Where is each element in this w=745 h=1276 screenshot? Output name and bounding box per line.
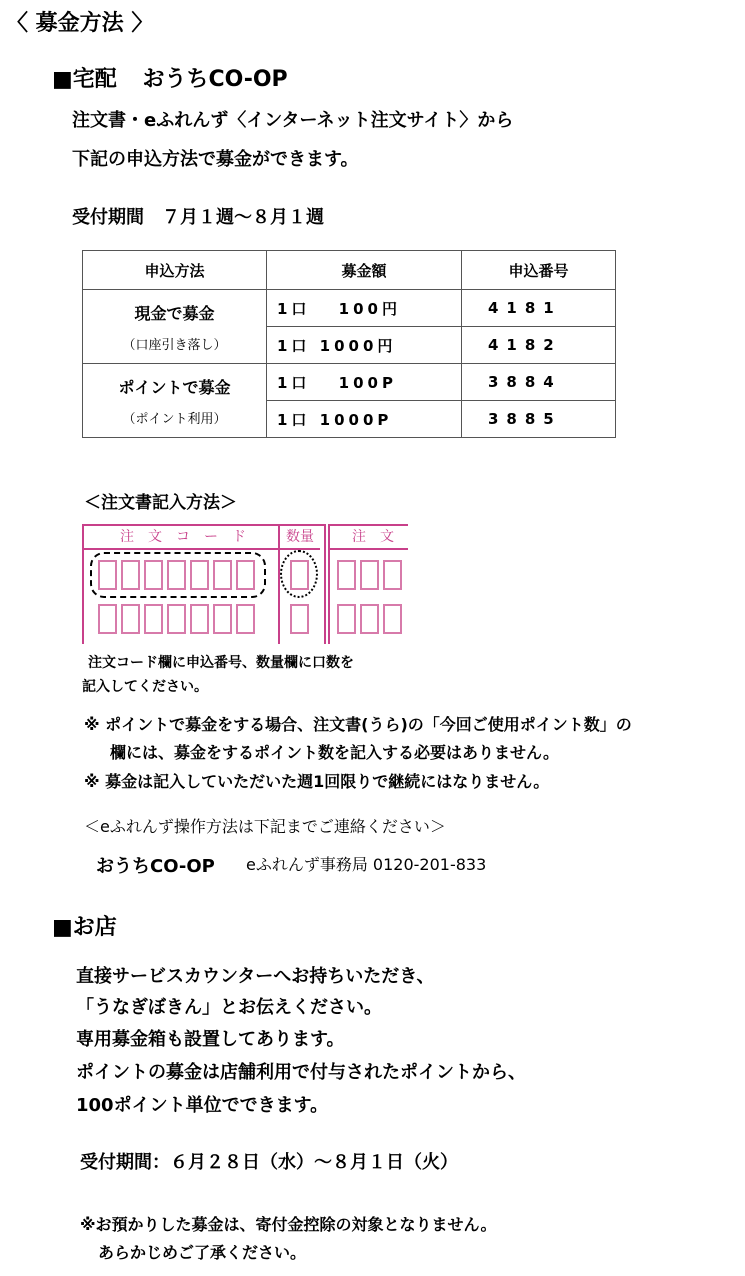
store-line3: 専用募金箱も設置してあります。 — [76, 1029, 345, 1050]
entry-box — [213, 604, 232, 634]
table-row — [83, 290, 616, 327]
form-caption: ＜注文書記入方法＞ — [84, 493, 237, 513]
store-heading: ■お店 — [52, 915, 117, 940]
store-period: 受付期間：６月２８日（水）～８月１日（火） — [80, 1152, 458, 1173]
entry-box — [121, 604, 140, 634]
store-note-line1: ※お預かりした募金は、寄付金控除の対象となりません。 — [80, 1215, 497, 1234]
method-cell — [83, 364, 267, 438]
page-title: 〈 募金方法 〉 — [6, 11, 154, 36]
entry-box — [290, 604, 309, 634]
amount-cell: 1口 100円 — [267, 290, 462, 327]
method-cell — [83, 290, 267, 364]
store-line2: 「うなぎぼきん」とお伝えください。 — [76, 997, 382, 1018]
next-header: 注文 — [330, 526, 408, 550]
contact-brand: おうちCO-OP — [96, 856, 215, 877]
table-header: 申込番号 — [462, 251, 616, 290]
takuhai-heading — [52, 62, 288, 93]
entry-box — [383, 604, 402, 634]
takuhai-heading-prefix: ■宅配 — [52, 67, 117, 92]
amount-cell: 1口 1000円 — [267, 327, 462, 364]
entry-box — [144, 604, 163, 634]
donation-table — [82, 250, 616, 438]
entry-box — [360, 560, 379, 590]
method-sub: （口座引き落し） — [122, 337, 227, 353]
entry-box — [383, 560, 402, 590]
entry-box — [337, 560, 356, 590]
code-cell: 4182 — [462, 327, 616, 364]
code-cell: 4181 — [462, 290, 616, 327]
takuhai-desc-line1: 注文書・eふれんず〈インターネット注文サイト〉から — [72, 110, 514, 131]
entry-box — [360, 604, 379, 634]
table-header: 申込方法 — [83, 251, 267, 290]
entry-box — [167, 604, 186, 634]
code-cell: 3885 — [462, 401, 616, 438]
method-label: 現金で募金 — [134, 303, 215, 323]
amount-cell: 1口 1000P — [267, 401, 462, 438]
amount-cell: 1口 100P — [267, 364, 462, 401]
form-note-line2: 記入してください。 — [82, 679, 208, 695]
note2: ※ 募金は記入していただいた週1回限りで継続にはなりません。 — [84, 772, 550, 791]
code-header: 注文コード — [84, 526, 314, 550]
table-header: 募金額 — [267, 251, 462, 290]
qty-header: 数量 — [280, 526, 320, 550]
store-line1: 直接サービスカウンターへお持ちいただき、 — [76, 966, 435, 987]
entry-box — [98, 604, 117, 634]
store-note-line2: あらかじめご了承ください。 — [98, 1243, 307, 1262]
takuhai-period: 受付期間 ７月１週～８月１週 — [72, 207, 324, 228]
table-row — [83, 364, 616, 401]
entry-box — [190, 604, 209, 634]
takuhai-desc-line2: 下記の申込方法で募金ができます。 — [72, 149, 359, 170]
contact-info: eふれんず事務局 0120-201-833 — [246, 855, 487, 874]
table-header-row — [83, 251, 616, 290]
store-line5: 100ポイント単位でできます。 — [76, 1095, 329, 1116]
entry-box — [236, 604, 255, 634]
takuhai-heading-brand: おうちCO-OP — [142, 67, 288, 92]
order-form-illustration — [82, 524, 408, 644]
store-line4: ポイントの募金は店舗利用で付与されたポイントから、 — [76, 1062, 526, 1083]
method-label: ポイントで募金 — [118, 377, 231, 397]
code-cell: 3884 — [462, 364, 616, 401]
qty-highlight — [280, 550, 318, 598]
note1-line1: ※ ポイントで募金をする場合、注文書(うら)の「今回ご使用ポイント数」の — [84, 715, 632, 734]
code-highlight — [90, 552, 266, 598]
entry-box — [337, 604, 356, 634]
note1-line2: 欄には、募金をするポイント数を記入する必要はありません。 — [110, 743, 559, 762]
contact-caption: ＜eふれんず操作方法は下記までご連絡ください＞ — [84, 817, 446, 836]
method-sub: （ポイント利用） — [122, 411, 227, 427]
form-note-line1: 注文コード欄に申込番号、数量欄に口数を — [88, 655, 354, 671]
